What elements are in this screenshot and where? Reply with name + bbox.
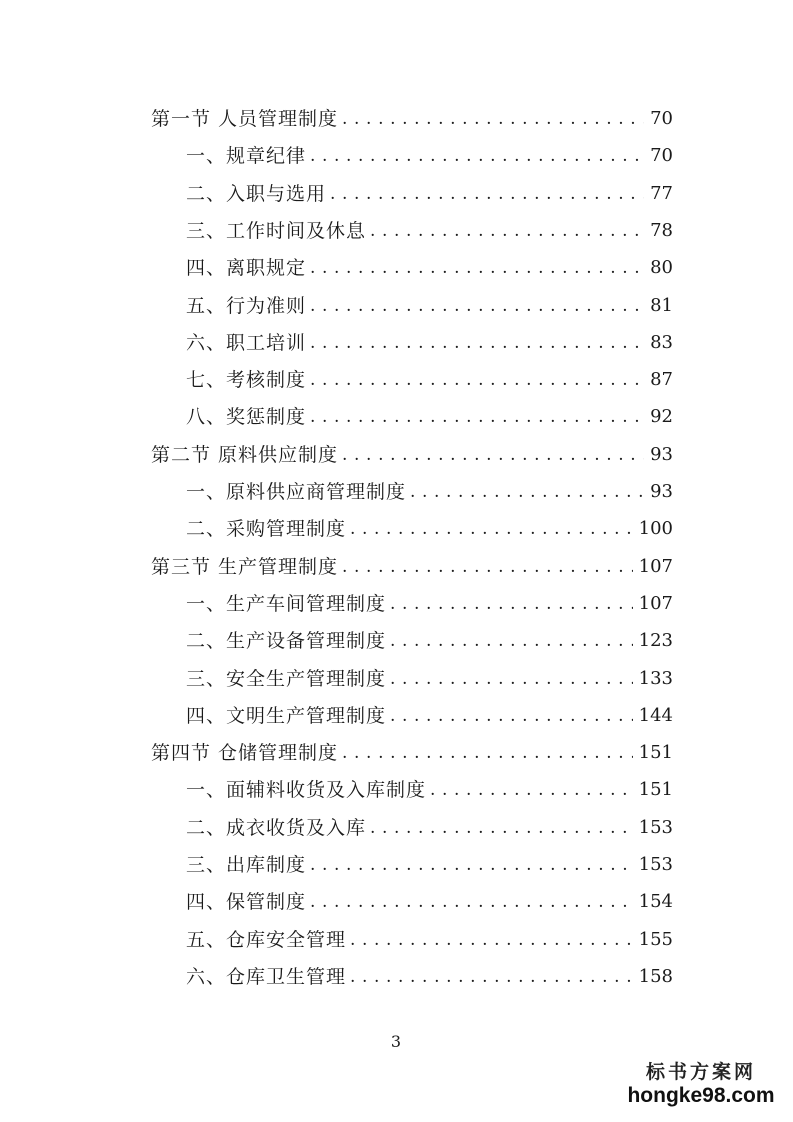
toc-label: 第二节 原料供应制度 bbox=[151, 443, 339, 466]
toc-page-number: 144 bbox=[638, 704, 673, 726]
toc-label: 三、工作时间及休息 bbox=[186, 219, 367, 242]
toc-dot-leader bbox=[350, 925, 633, 955]
toc-page-number: 151 bbox=[638, 742, 673, 764]
toc-dot-leader bbox=[390, 664, 633, 694]
toc-label: 一、原料供应商管理制度 bbox=[186, 481, 407, 503]
toc-label: 四、保管制度 bbox=[186, 891, 307, 914]
toc-dot-leader bbox=[310, 291, 644, 321]
toc-dot-leader bbox=[310, 887, 633, 917]
toc-page-number: 83 bbox=[650, 331, 673, 353]
toc-dot-leader bbox=[342, 552, 633, 582]
toc-label: 六、仓库卫生管理 bbox=[186, 965, 347, 988]
toc-section-row bbox=[151, 440, 673, 470]
toc-label: 四、离职规定 bbox=[186, 257, 307, 280]
toc-label: 五、仓库安全管理 bbox=[186, 928, 347, 951]
toc-label: 三、安全生产管理制度 bbox=[186, 667, 387, 690]
toc-item-row bbox=[186, 253, 673, 283]
toc-dot-leader bbox=[430, 775, 633, 805]
toc-item-row bbox=[186, 775, 673, 805]
toc-item-row bbox=[186, 701, 673, 731]
toc-section-row bbox=[151, 104, 673, 134]
toc-dot-leader bbox=[342, 104, 644, 134]
toc-page-number: 107 bbox=[638, 592, 673, 614]
toc-item-row bbox=[186, 589, 673, 619]
toc-item-row bbox=[186, 664, 673, 694]
toc-item-row bbox=[186, 514, 673, 544]
toc-item-row bbox=[186, 365, 673, 395]
toc-page-number: 70 bbox=[650, 145, 673, 167]
toc-dot-leader bbox=[370, 813, 633, 843]
toc-dot-leader bbox=[390, 589, 633, 619]
toc-page-number: 87 bbox=[650, 369, 673, 391]
toc-item-row bbox=[186, 216, 673, 246]
toc-item-row bbox=[186, 141, 673, 171]
watermark-url: hongke98.com bbox=[627, 1084, 775, 1107]
toc-page-number: 151 bbox=[638, 779, 673, 801]
toc-dot-leader bbox=[410, 477, 644, 507]
toc-dot-leader bbox=[342, 738, 633, 768]
toc-page-number: 154 bbox=[638, 891, 673, 913]
watermark-name: 标书方案网 bbox=[645, 1061, 756, 1083]
toc-item-row bbox=[186, 179, 673, 209]
toc-page-number: 100 bbox=[638, 518, 673, 540]
toc-page-number: 78 bbox=[650, 219, 673, 241]
toc-section-row bbox=[151, 738, 673, 768]
toc-item-row bbox=[186, 402, 673, 432]
toc-dot-leader bbox=[390, 626, 633, 656]
toc-dot-leader bbox=[390, 701, 633, 731]
toc-label: 二、成衣收货及入库 bbox=[186, 816, 367, 839]
toc-page-number: 93 bbox=[650, 481, 673, 502]
toc-page-number: 77 bbox=[650, 182, 673, 204]
toc-label: 七、考核制度 bbox=[186, 369, 307, 392]
toc-page-number: 153 bbox=[638, 854, 673, 875]
toc-item-row bbox=[186, 477, 673, 507]
toc-page-number: 93 bbox=[650, 443, 673, 465]
toc-label: 二、采购管理制度 bbox=[186, 518, 347, 541]
toc-page-number: 92 bbox=[650, 406, 673, 428]
toc-item-row bbox=[186, 813, 673, 843]
toc-item-row bbox=[186, 850, 673, 880]
toc-dot-leader bbox=[310, 253, 644, 283]
toc-page-number: 133 bbox=[638, 667, 673, 689]
toc-label: 第三节 生产管理制度 bbox=[151, 555, 339, 578]
toc-item-row bbox=[186, 626, 673, 656]
toc-dot-leader bbox=[310, 141, 644, 171]
toc-label: 八、奖惩制度 bbox=[186, 406, 307, 429]
toc-item-row bbox=[186, 962, 673, 992]
toc-page-number: 123 bbox=[638, 630, 673, 652]
toc-label: 一、规章纪律 bbox=[186, 145, 307, 168]
page-number: 3 bbox=[390, 1032, 402, 1051]
toc-page-number: 107 bbox=[638, 555, 673, 577]
toc-item-row bbox=[186, 328, 673, 358]
toc-page-number: 81 bbox=[650, 294, 673, 316]
toc-label: 五、行为准则 bbox=[186, 294, 307, 317]
toc-dot-leader bbox=[342, 440, 644, 470]
toc-item-row bbox=[186, 291, 673, 321]
watermark bbox=[621, 1060, 781, 1108]
toc-item-row bbox=[186, 925, 673, 955]
toc-dot-leader bbox=[310, 850, 633, 880]
toc-section-row bbox=[151, 552, 673, 582]
toc-dot-leader bbox=[350, 514, 633, 544]
toc-label: 三、出库制度 bbox=[186, 854, 307, 876]
toc-page-number: 155 bbox=[638, 928, 673, 950]
toc-dot-leader bbox=[370, 216, 644, 246]
toc-label: 六、职工培训 bbox=[186, 331, 307, 354]
toc-dot-leader bbox=[310, 365, 644, 395]
toc-item-row bbox=[186, 887, 673, 917]
toc-label: 一、生产车间管理制度 bbox=[186, 592, 387, 615]
toc-label: 第一节 人员管理制度 bbox=[151, 108, 339, 130]
toc-dot-leader bbox=[310, 328, 644, 358]
toc-label: 一、面辅料收货及入库制度 bbox=[186, 779, 427, 802]
toc-page-number: 80 bbox=[650, 257, 673, 279]
toc-label: 二、生产设备管理制度 bbox=[186, 630, 387, 653]
toc-page-number: 158 bbox=[638, 965, 673, 987]
toc-dot-leader bbox=[330, 179, 644, 209]
toc-dot-leader bbox=[350, 962, 633, 992]
toc-page-number: 153 bbox=[638, 816, 673, 838]
toc-label: 二、入职与选用 bbox=[186, 182, 327, 205]
toc-dot-leader bbox=[310, 402, 644, 432]
toc-page-number: 70 bbox=[650, 108, 673, 129]
toc-label: 第四节 仓储管理制度 bbox=[151, 742, 339, 765]
toc-label: 四、文明生产管理制度 bbox=[186, 704, 387, 727]
